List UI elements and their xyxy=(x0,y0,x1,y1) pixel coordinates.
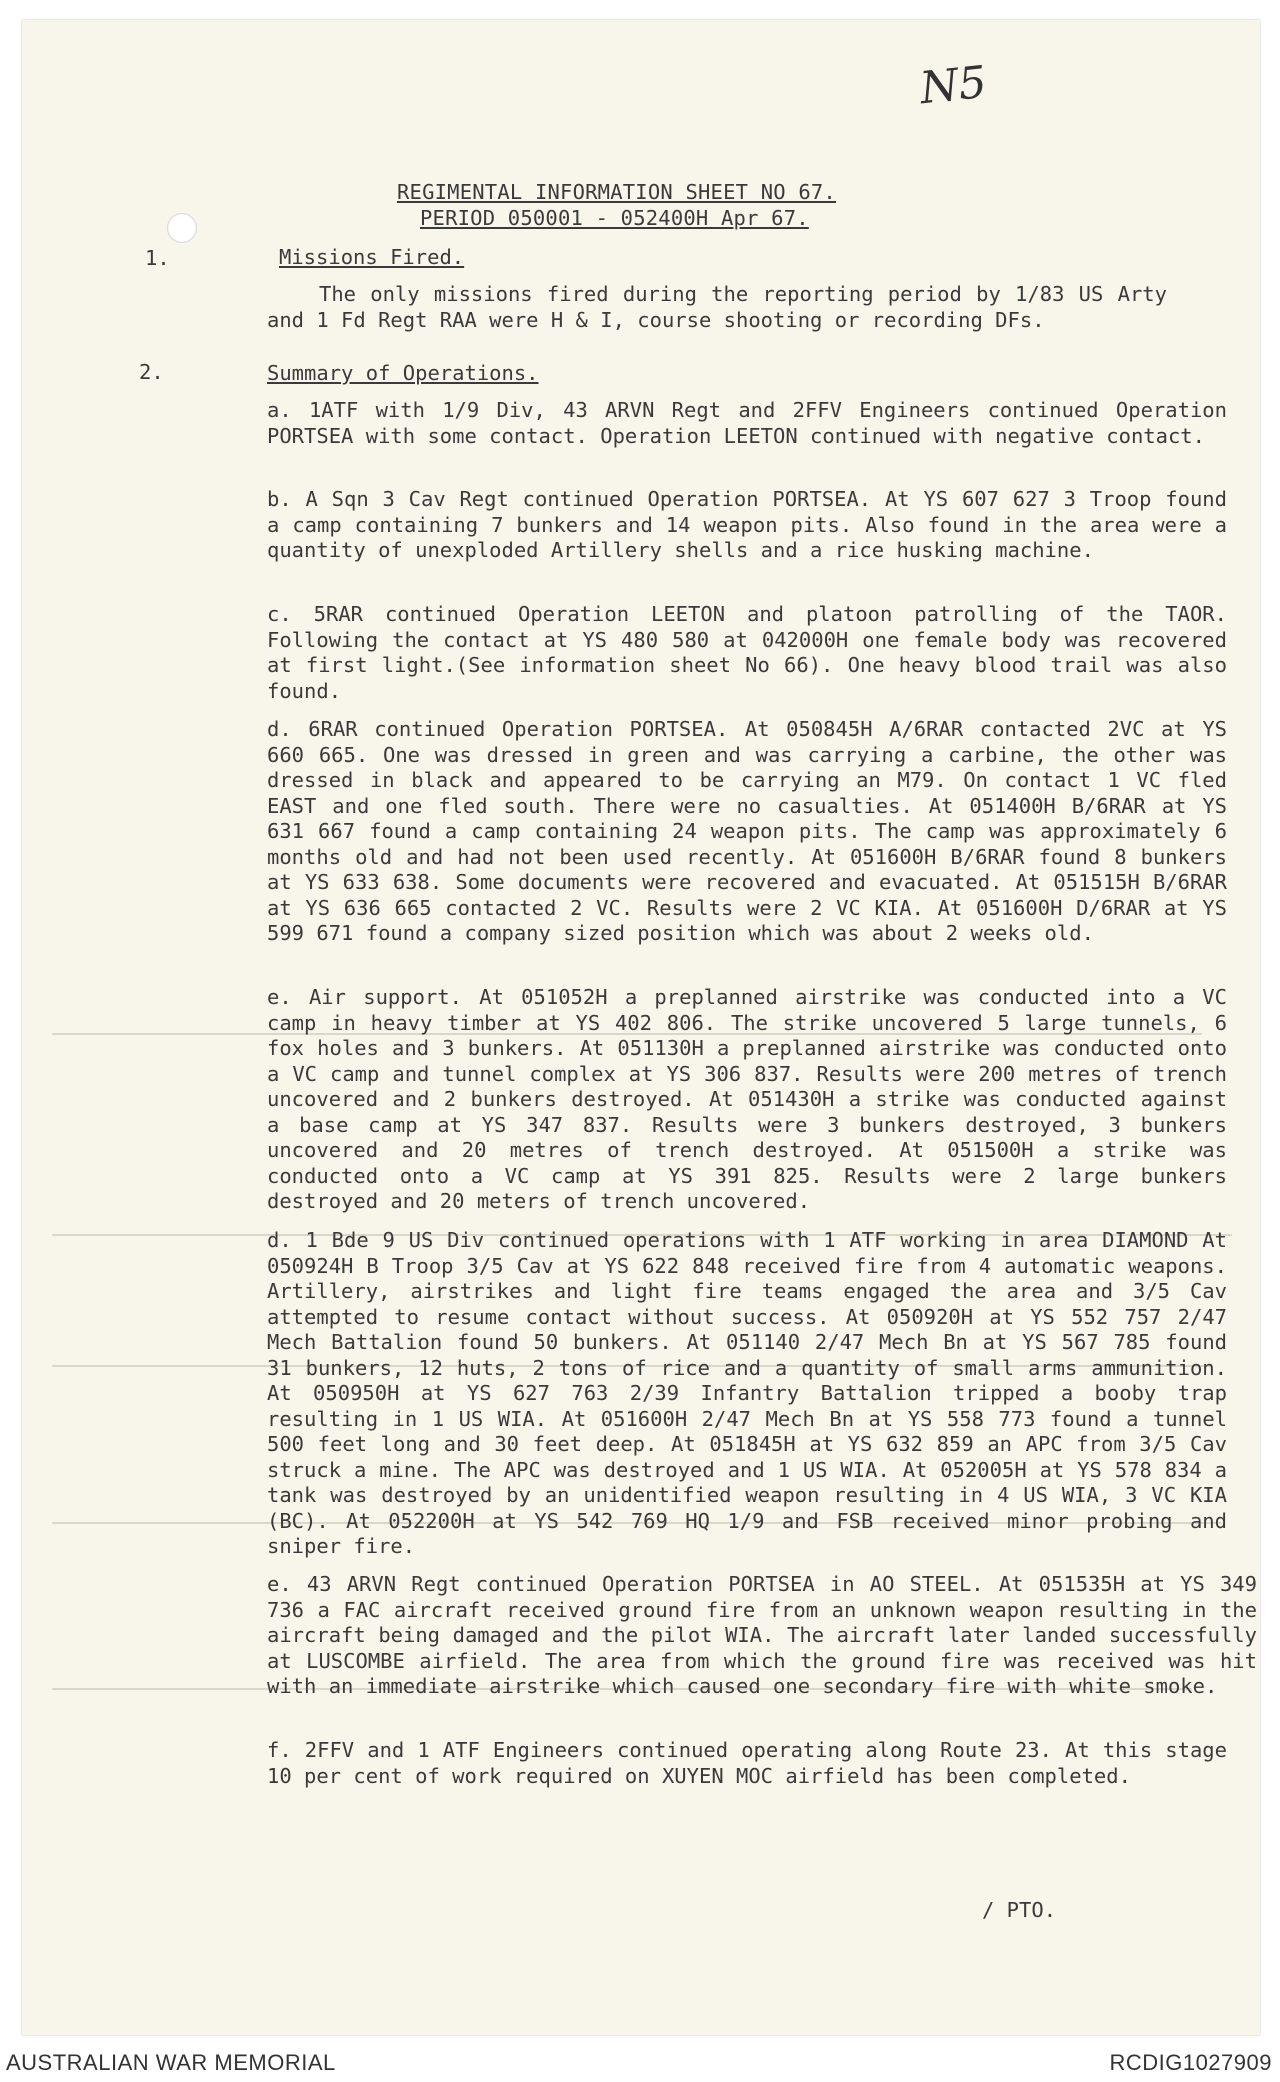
paragraph: e. 43 ARVN Regt continued Operation PORTSEA in AO STEEL. At 051535H at YS 349 736 a FAC aircraft received ground fire from an unknown weapon resulting in the aircraft being damaged and the pilot WIA. The aircraft later landed successfully at LUSCOMBE airfield. The area from which the ground fire was received was hit with an immediate airstrike which caused one secondary fire with white smoke. xyxy=(267,1572,1257,1698)
document-title: REGIMENTAL INFORMATION SHEET NO 67. xyxy=(397,180,836,204)
document-body xyxy=(22,20,1260,2035)
section-text: The only missions fired during the reporting period by 1/83 US Arty and 1 Fd Regt RAA were H & I, course shooting or recording DFs. xyxy=(267,282,1167,332)
paragraph: d. 6RAR continued Operation PORTSEA. At 050845H A/6RAR contacted 2VC at YS 660 665. One was dressed in green and was carrying a carbine, the other was dressed in black and appeared to be carrying an M79. On contact 1 VC fled EAST and one fled south. There were no casualties. At 051400H B/6RAR at YS 631 667 found a camp containing 24 weapon pits. The camp was approximately 6 months old and had not been used recently. At 051600H B/6RAR found 8 bunkers at YS 633 638. Some documents were recovered and evacuated. At 051515H B/6RAR at YS 636 665 contacted 2 VC. Results were 2 VC KIA. At 051600H D/6RAR at YS 599 671 found a company sized position which was about 2 weeks old. xyxy=(267,717,1227,945)
paragraph: f. 2FFV and 1 ATF Engineers continued operating along Route 23. At this stage 10 per cent of work required on XUYEN MOC airfield has been completed. xyxy=(267,1738,1227,1788)
footer-reference: RCDIG1027909 xyxy=(1109,2050,1272,2075)
page-turn-over: / PTO. xyxy=(982,1898,1057,1922)
footer-source: AUSTRALIAN WAR MEMORIAL xyxy=(6,2050,336,2075)
section-number: 2. xyxy=(139,360,164,384)
handwritten-mark: N5 xyxy=(917,56,989,115)
document-period: PERIOD 050001 - 052400H Apr 67. xyxy=(420,206,809,230)
section-number: 1. xyxy=(145,246,170,270)
section-heading: Missions Fired. xyxy=(279,245,465,269)
paragraph: b. A Sqn 3 Cav Regt continued Operation PORTSEA. At YS 607 627 3 Troop found a camp containing 7 bunkers and 14 weapon pits. Also found in the area were a quantity of unexploded Artillery shells and a rice husking machine. xyxy=(267,487,1227,562)
paragraph: c. 5RAR continued Operation LEETON and platoon patrolling of the TAOR. Following the contact at YS 480 580 at 042000H one female body was recovered at first light.(See information sheet No 66). One heavy blood trail was also found. xyxy=(267,602,1227,703)
paragraph: e. Air support. At 051052H a preplanned airstrike was conducted into a VC camp in heavy timber at YS 402 806. The strike uncovered 5 large tunnels, 6 fox holes and 3 bunkers. At 051130H a preplanned airstrike was conducted onto a VC camp and tunnel complex at YS 306 837. Results were 200 metres of trench uncovered and 2 bunkers destroyed. At 051430H a strike was conducted against a base camp at YS 347 837. Results were 3 bunkers destroyed, 3 bunkers uncovered and 20 metres of trench destroyed. At 051500H a strike was conducted onto a VC camp at YS 391 825. Results were 2 large bunkers destroyed and 20 meters of trench uncovered. xyxy=(267,985,1227,1213)
paragraph: d. 1 Bde 9 US Div continued operations with 1 ATF working in area DIAMOND At 050924H B Troop 3/5 Cav at YS 622 848 received fire from 4 automatic weapons. Artillery, airstrikes and light fire teams engaged the area and 3/5 Cav attempted to resume contact without success. At 050920H at YS 552 757 2/47 Mech Battalion found 50 bunkers. At 051140 2/47 Mech Bn at YS 567 785 found 31 bunkers, 12 huts, 2 tons of rice and a quantity of small arms ammunition. At 050950H at YS 627 763 2/39 Infantry Battalion tripped a booby trap resulting in 1 US WIA. At 051600H 2/47 Mech Bn at YS 558 773 found a tunnel 500 feet long and 30 feet deep. At 051845H at YS 632 859 an APC from 3/5 Cav struck a mine. The APC was destroyed and 1 US WIA. At 052005H at YS 578 834 a tank was destroyed by an unidentified weapon resulting in 4 US WIA, 3 VC KIA (BC). At 052200H at YS 542 769 HQ 1/9 and FSB received minor probing and sniper fire. xyxy=(267,1228,1227,1558)
document-sheet xyxy=(22,20,1260,2035)
paragraph: a. 1ATF with 1/9 Div, 43 ARVN Regt and 2FFV Engineers continued Operation PORTSEA with some contact. Operation LEETON continued with negative contact. xyxy=(267,398,1227,448)
section-heading: Summary of Operations. xyxy=(267,361,539,385)
